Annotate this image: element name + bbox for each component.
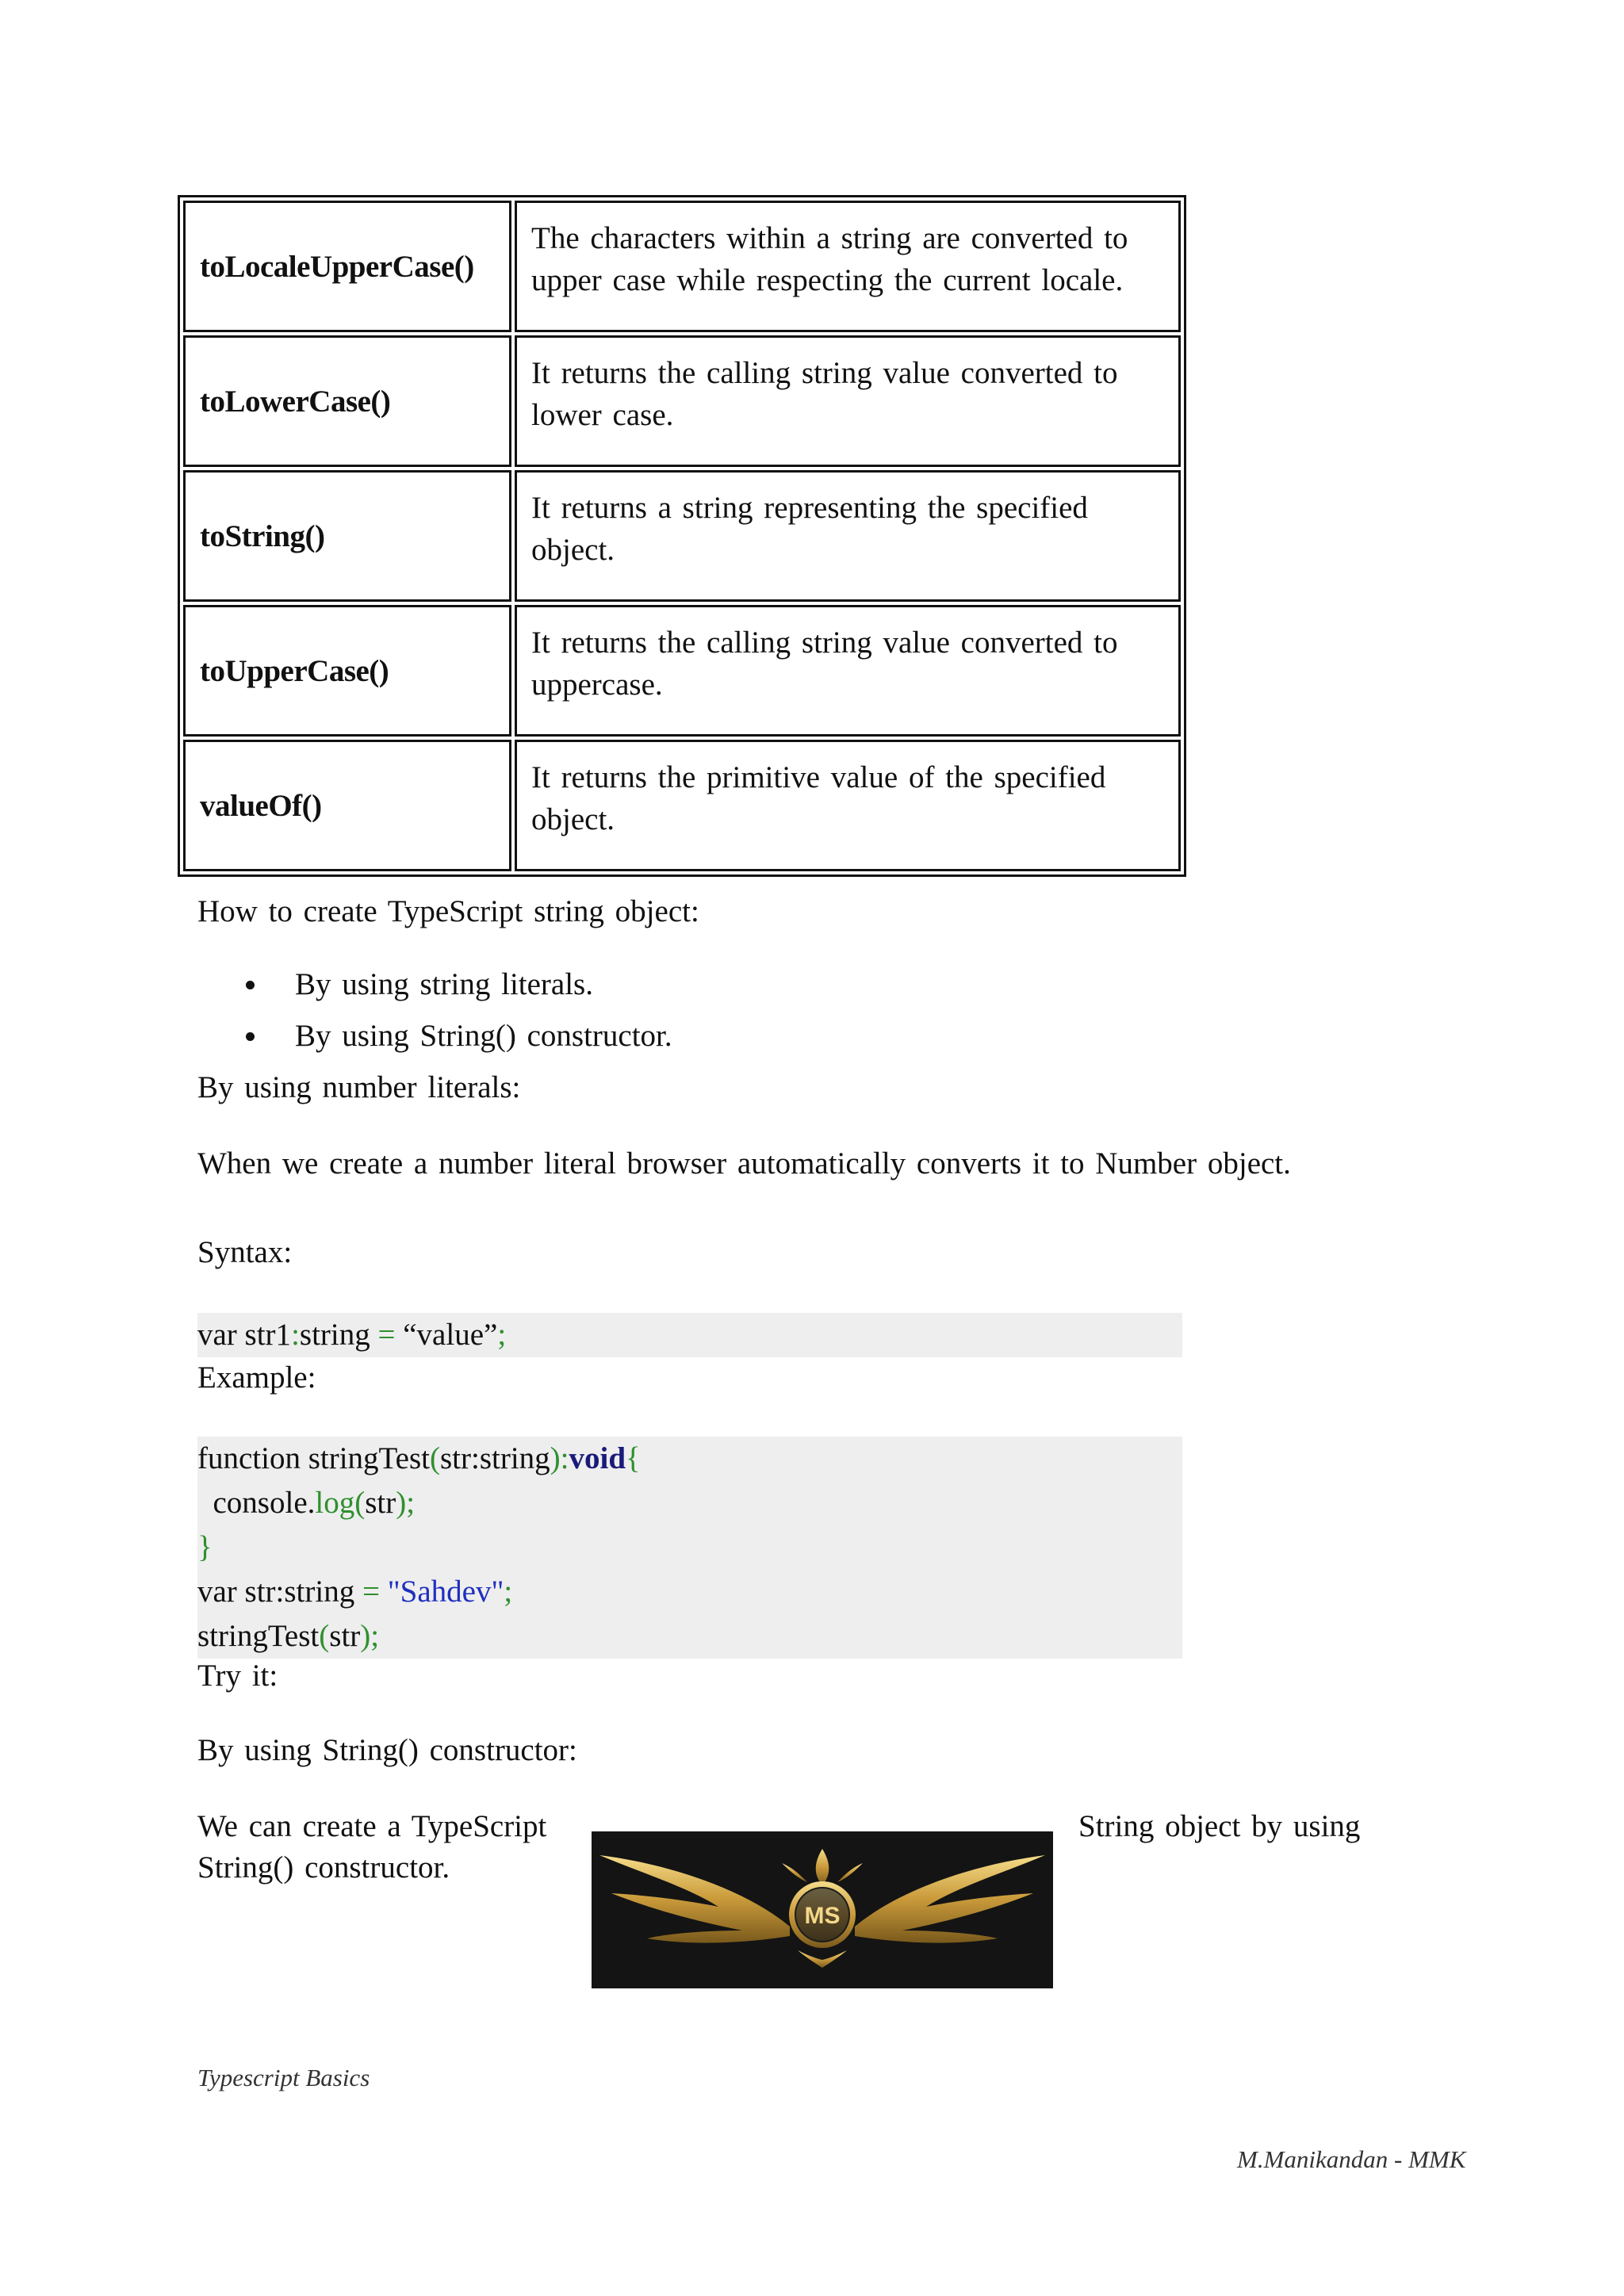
- try-it-label: Try it:: [197, 1659, 278, 1693]
- code-token: str: [329, 1619, 361, 1653]
- code-token: =: [377, 1318, 404, 1352]
- table-row: [183, 470, 1181, 602]
- constructor-text-left-cont: String() constructor.: [197, 1850, 450, 1885]
- bullet-icon: [246, 981, 255, 989]
- description-line: The characters within a string are converted to: [531, 221, 1128, 255]
- code-token: {: [626, 1441, 641, 1475]
- footer-author: M.Manikandan - MMK: [1237, 2145, 1466, 2173]
- description-line: It returns the calling string value converted to: [531, 356, 1118, 390]
- method-name: toLowerCase(): [183, 335, 511, 467]
- code-line: [197, 1570, 1182, 1614]
- code-token: :: [291, 1318, 300, 1352]
- constructor-heading: By using String() constructor:: [197, 1733, 577, 1767]
- ms-winged-logo: [592, 1831, 1053, 1988]
- code-token: str: [365, 1486, 396, 1520]
- list-item: [246, 964, 672, 1016]
- code-token: (: [429, 1441, 440, 1475]
- description-line: uppercase.: [531, 668, 663, 702]
- method-name: valueOf(): [183, 740, 511, 871]
- code-token: string: [299, 1318, 378, 1352]
- table-row: [183, 335, 1181, 467]
- ms-logo-icon: [592, 1831, 1053, 1988]
- code-line: [197, 1481, 1182, 1525]
- code-token: function stringTest: [197, 1441, 430, 1475]
- description-line: It returns the calling string value converted to: [531, 626, 1118, 660]
- example-code-block: [197, 1437, 1182, 1659]
- code-token: ):: [550, 1441, 569, 1475]
- description-line: It returns a string representing the specified: [531, 491, 1088, 525]
- table-row: [183, 740, 1181, 871]
- description-line: object.: [531, 802, 615, 836]
- constructor-text-left: We can create a TypeScript: [197, 1809, 547, 1843]
- method-description: [515, 335, 1181, 467]
- bullet-list: [246, 964, 672, 1067]
- code-string: "Sahdev": [387, 1575, 504, 1609]
- code-token: log(: [315, 1486, 366, 1520]
- description-line: upper case while respecting the current locale.: [531, 263, 1124, 297]
- example-label: Example:: [197, 1360, 316, 1395]
- code-line: [197, 1437, 1182, 1481]
- code-token: =: [362, 1575, 388, 1609]
- table-row: [183, 605, 1181, 737]
- syntax-label: Syntax:: [197, 1235, 293, 1269]
- syntax-code-block: [197, 1313, 1182, 1357]
- code-token: );: [396, 1486, 416, 1520]
- code-token: ;: [504, 1575, 513, 1609]
- number-literals-heading: By using number literals:: [197, 1070, 521, 1104]
- code-token: stringTest: [197, 1619, 320, 1653]
- number-literals-text: When we create a number literal browser automatically converts it to Number object.: [197, 1146, 1291, 1181]
- code-token: }: [197, 1530, 213, 1564]
- method-name: toUpperCase(): [183, 605, 511, 737]
- list-item-text: By using String() constructor.: [295, 1019, 672, 1053]
- description-line: lower case.: [531, 398, 674, 432]
- constructor-text-right: String object by using: [1078, 1809, 1361, 1843]
- code-token: ;: [497, 1318, 507, 1352]
- code-line: [197, 1313, 1182, 1357]
- method-description: [515, 605, 1181, 737]
- code-token: “value”: [403, 1318, 498, 1352]
- code-token: console.: [197, 1486, 316, 1520]
- code-token: );: [360, 1619, 380, 1653]
- code-line: [197, 1525, 1182, 1570]
- code-token: (: [319, 1619, 330, 1653]
- code-token: var str1: [197, 1318, 292, 1352]
- table-row: [183, 201, 1181, 332]
- list-item-text: By using string literals.: [295, 967, 593, 1001]
- logo-text: MS: [804, 1903, 841, 1929]
- description-line: It returns the primitive value of the specified: [531, 760, 1106, 794]
- method-description: [515, 201, 1181, 332]
- footer-document-title: Typescript Basics: [197, 2064, 370, 2091]
- bullet-icon: [246, 1032, 255, 1041]
- method-name: toString(): [183, 470, 511, 602]
- method-name: toLocaleUpperCase(): [183, 201, 511, 332]
- how-to-heading: How to create TypeScript string object:: [197, 894, 699, 928]
- code-line: [197, 1614, 1182, 1659]
- method-description: [515, 470, 1181, 602]
- string-methods-table: [178, 195, 1186, 877]
- list-item: [246, 1016, 672, 1067]
- description-line: object.: [531, 533, 615, 567]
- code-keyword: void: [569, 1441, 626, 1475]
- code-token: str:string: [439, 1441, 550, 1475]
- code-token: var str:string: [197, 1575, 362, 1609]
- method-description: [515, 740, 1181, 871]
